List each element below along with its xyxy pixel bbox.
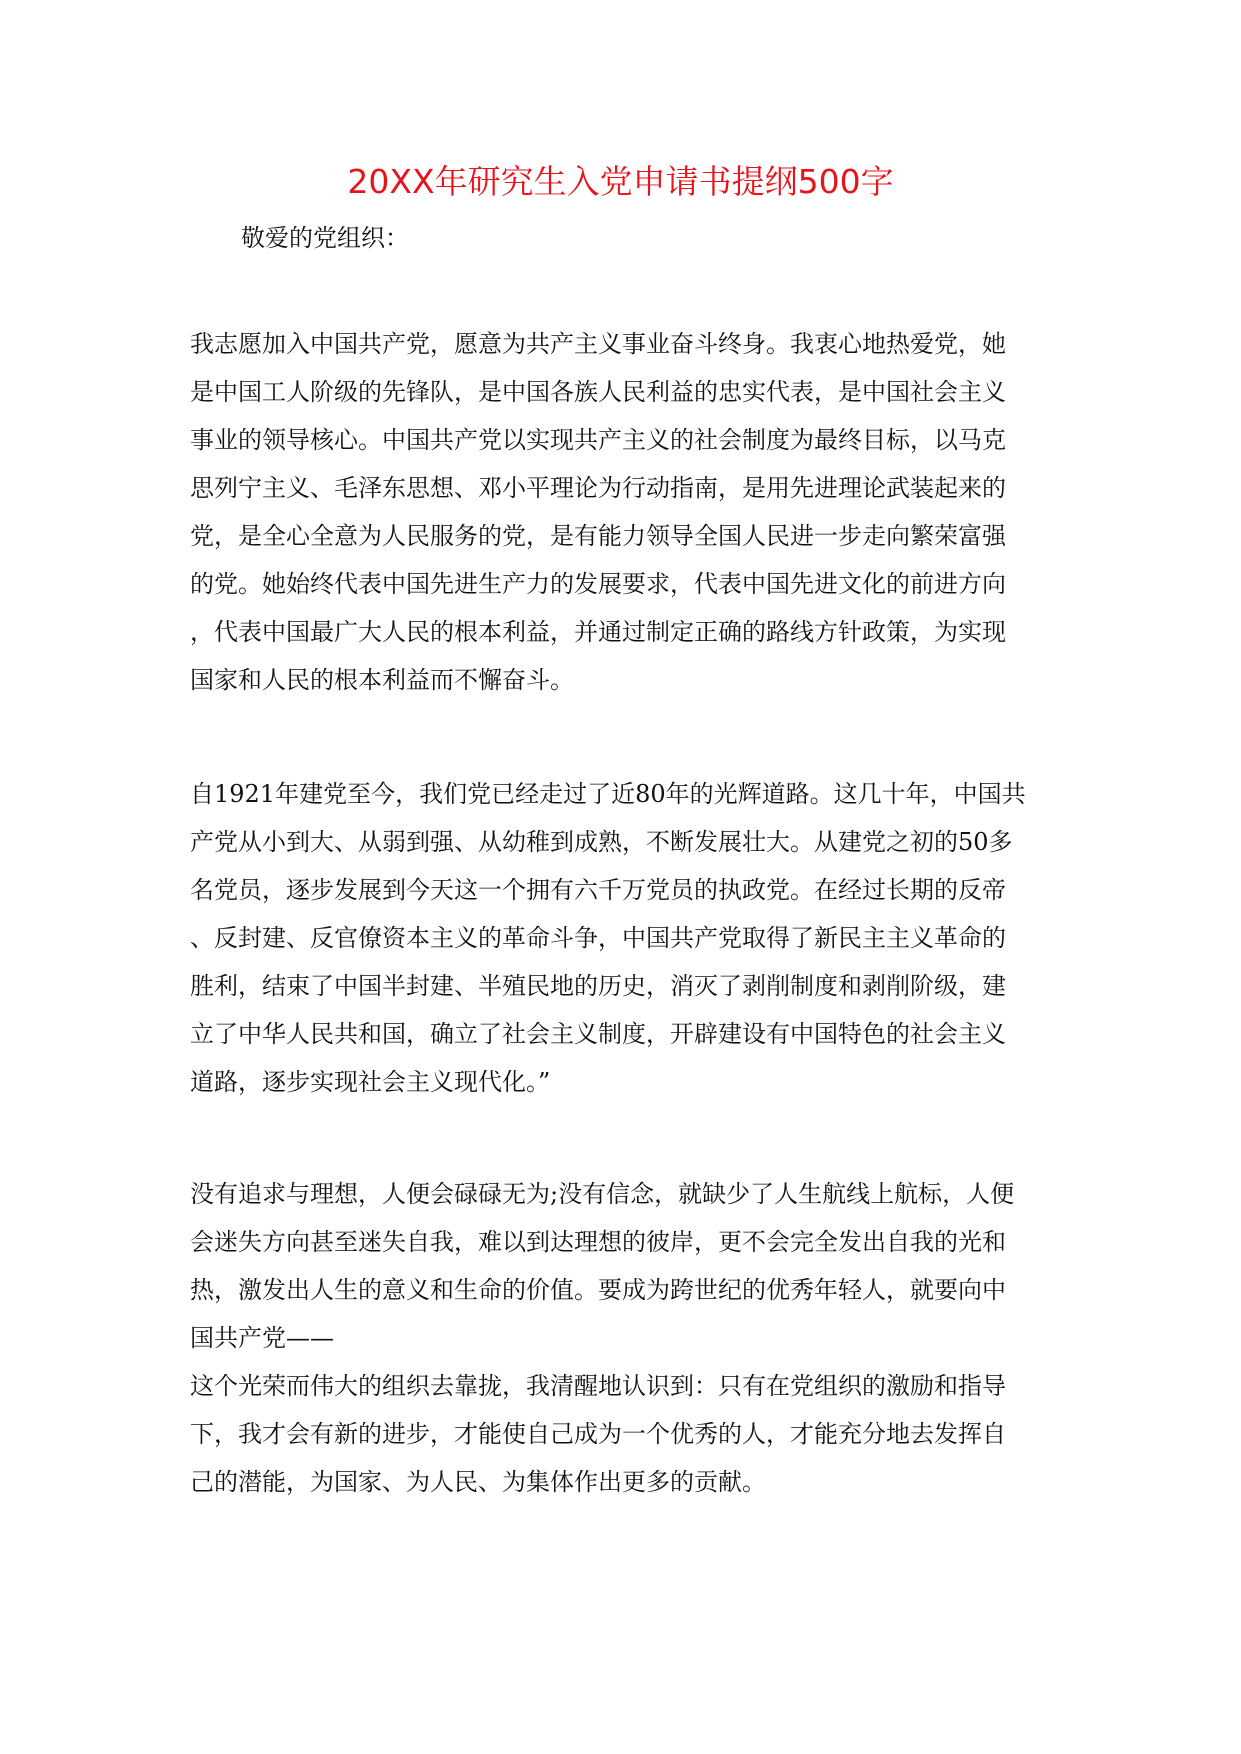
paragraph-line: 是中国工人阶级的先锋队，是中国各族人民利益的忠实代表，是中国社会主义 [190,378,1006,406]
paragraph-line: 这个光荣而伟大的组织去靠拢，我清醒地认识到：只有在党组织的激励和指导 [190,1372,1006,1400]
paragraph-line: 立了中华人民共和国，确立了社会主义制度，开辟建设有中国特色的社会主义 [190,1020,1006,1048]
body-paragraph-3 [190,1170,1080,1506]
paragraph-line: ，代表中国最广大人民的根本利益，并通过制定正确的路线方针政策，为实现 [190,618,1006,646]
paragraph-line: 事业的领导核心。中国共产党以实现共产主义的社会制度为最终目标，以马克 [190,426,1006,454]
body-paragraph-2 [190,770,1080,1106]
paragraph-line: 的党。她始终代表中国先进生产力的发展要求，代表中国先进文化的前进方向 [190,570,1006,598]
paragraph-line: 会迷失方向甚至迷失自我，难以到达理想的彼岸，更不会完全发出自我的光和 [190,1228,1006,1256]
document-title: 20XX年研究生入党申请书提纲500字 [347,162,894,201]
paragraph-line: 思列宁主义、毛泽东思想、邓小平理论为行动指南，是用先进理论武装起来的 [190,474,1006,502]
paragraph-line: 、反封建、反官僚资本主义的革命斗争，中国共产党取得了新民主主义革命的 [190,924,1006,952]
body-paragraph-1 [190,320,1080,704]
paragraph-line: 没有追求与理想，人便会碌碌无为;没有信念，就缺少了人生航线上航标，人便 [190,1180,1015,1208]
paragraph-line: 热，激发出人生的意义和生命的价值。要成为跨世纪的优秀年轻人，就要向中 [190,1276,1006,1304]
paragraph-line: 国共产党—— [190,1324,334,1352]
salutation: 敬爱的党组织： [241,224,409,252]
paragraph-line: 道路，逐步实现社会主义现代化。” [190,1068,551,1096]
paragraph-line: 党，是全心全意为人民服务的党，是有能力领导全国人民进一步走向繁荣富强 [190,522,1006,550]
paragraph-line: 胜利，结束了中国半封建、半殖民地的历史，消灭了剥削制度和剥削阶级，建 [190,972,1006,1000]
paragraph-line: 自1921年建党至今，我们党已经走过了近80年的光辉道路。这几十年，中国共 [190,780,1026,808]
paragraph-line: 名党员，逐步发展到今天这一个拥有六千万党员的执政党。在经过长期的反帝 [190,876,1006,904]
paragraph-line: 下，我才会有新的进步，才能使自己成为一个优秀的人，才能充分地去发挥自 [190,1420,1006,1448]
paragraph-line: 己的潜能，为国家、为人民、为集体作出更多的贡献。 [190,1468,766,1496]
paragraph-line: 国家和人民的根本利益而不懈奋斗。 [190,666,574,694]
paragraph-line: 我志愿加入中国共产党，愿意为共产主义事业奋斗终身。我衷心地热爱党，她 [190,330,1006,358]
paragraph-line: 产党从小到大、从弱到强、从幼稚到成熟，不断发展壮大。从建党之初的50多 [190,828,1013,856]
